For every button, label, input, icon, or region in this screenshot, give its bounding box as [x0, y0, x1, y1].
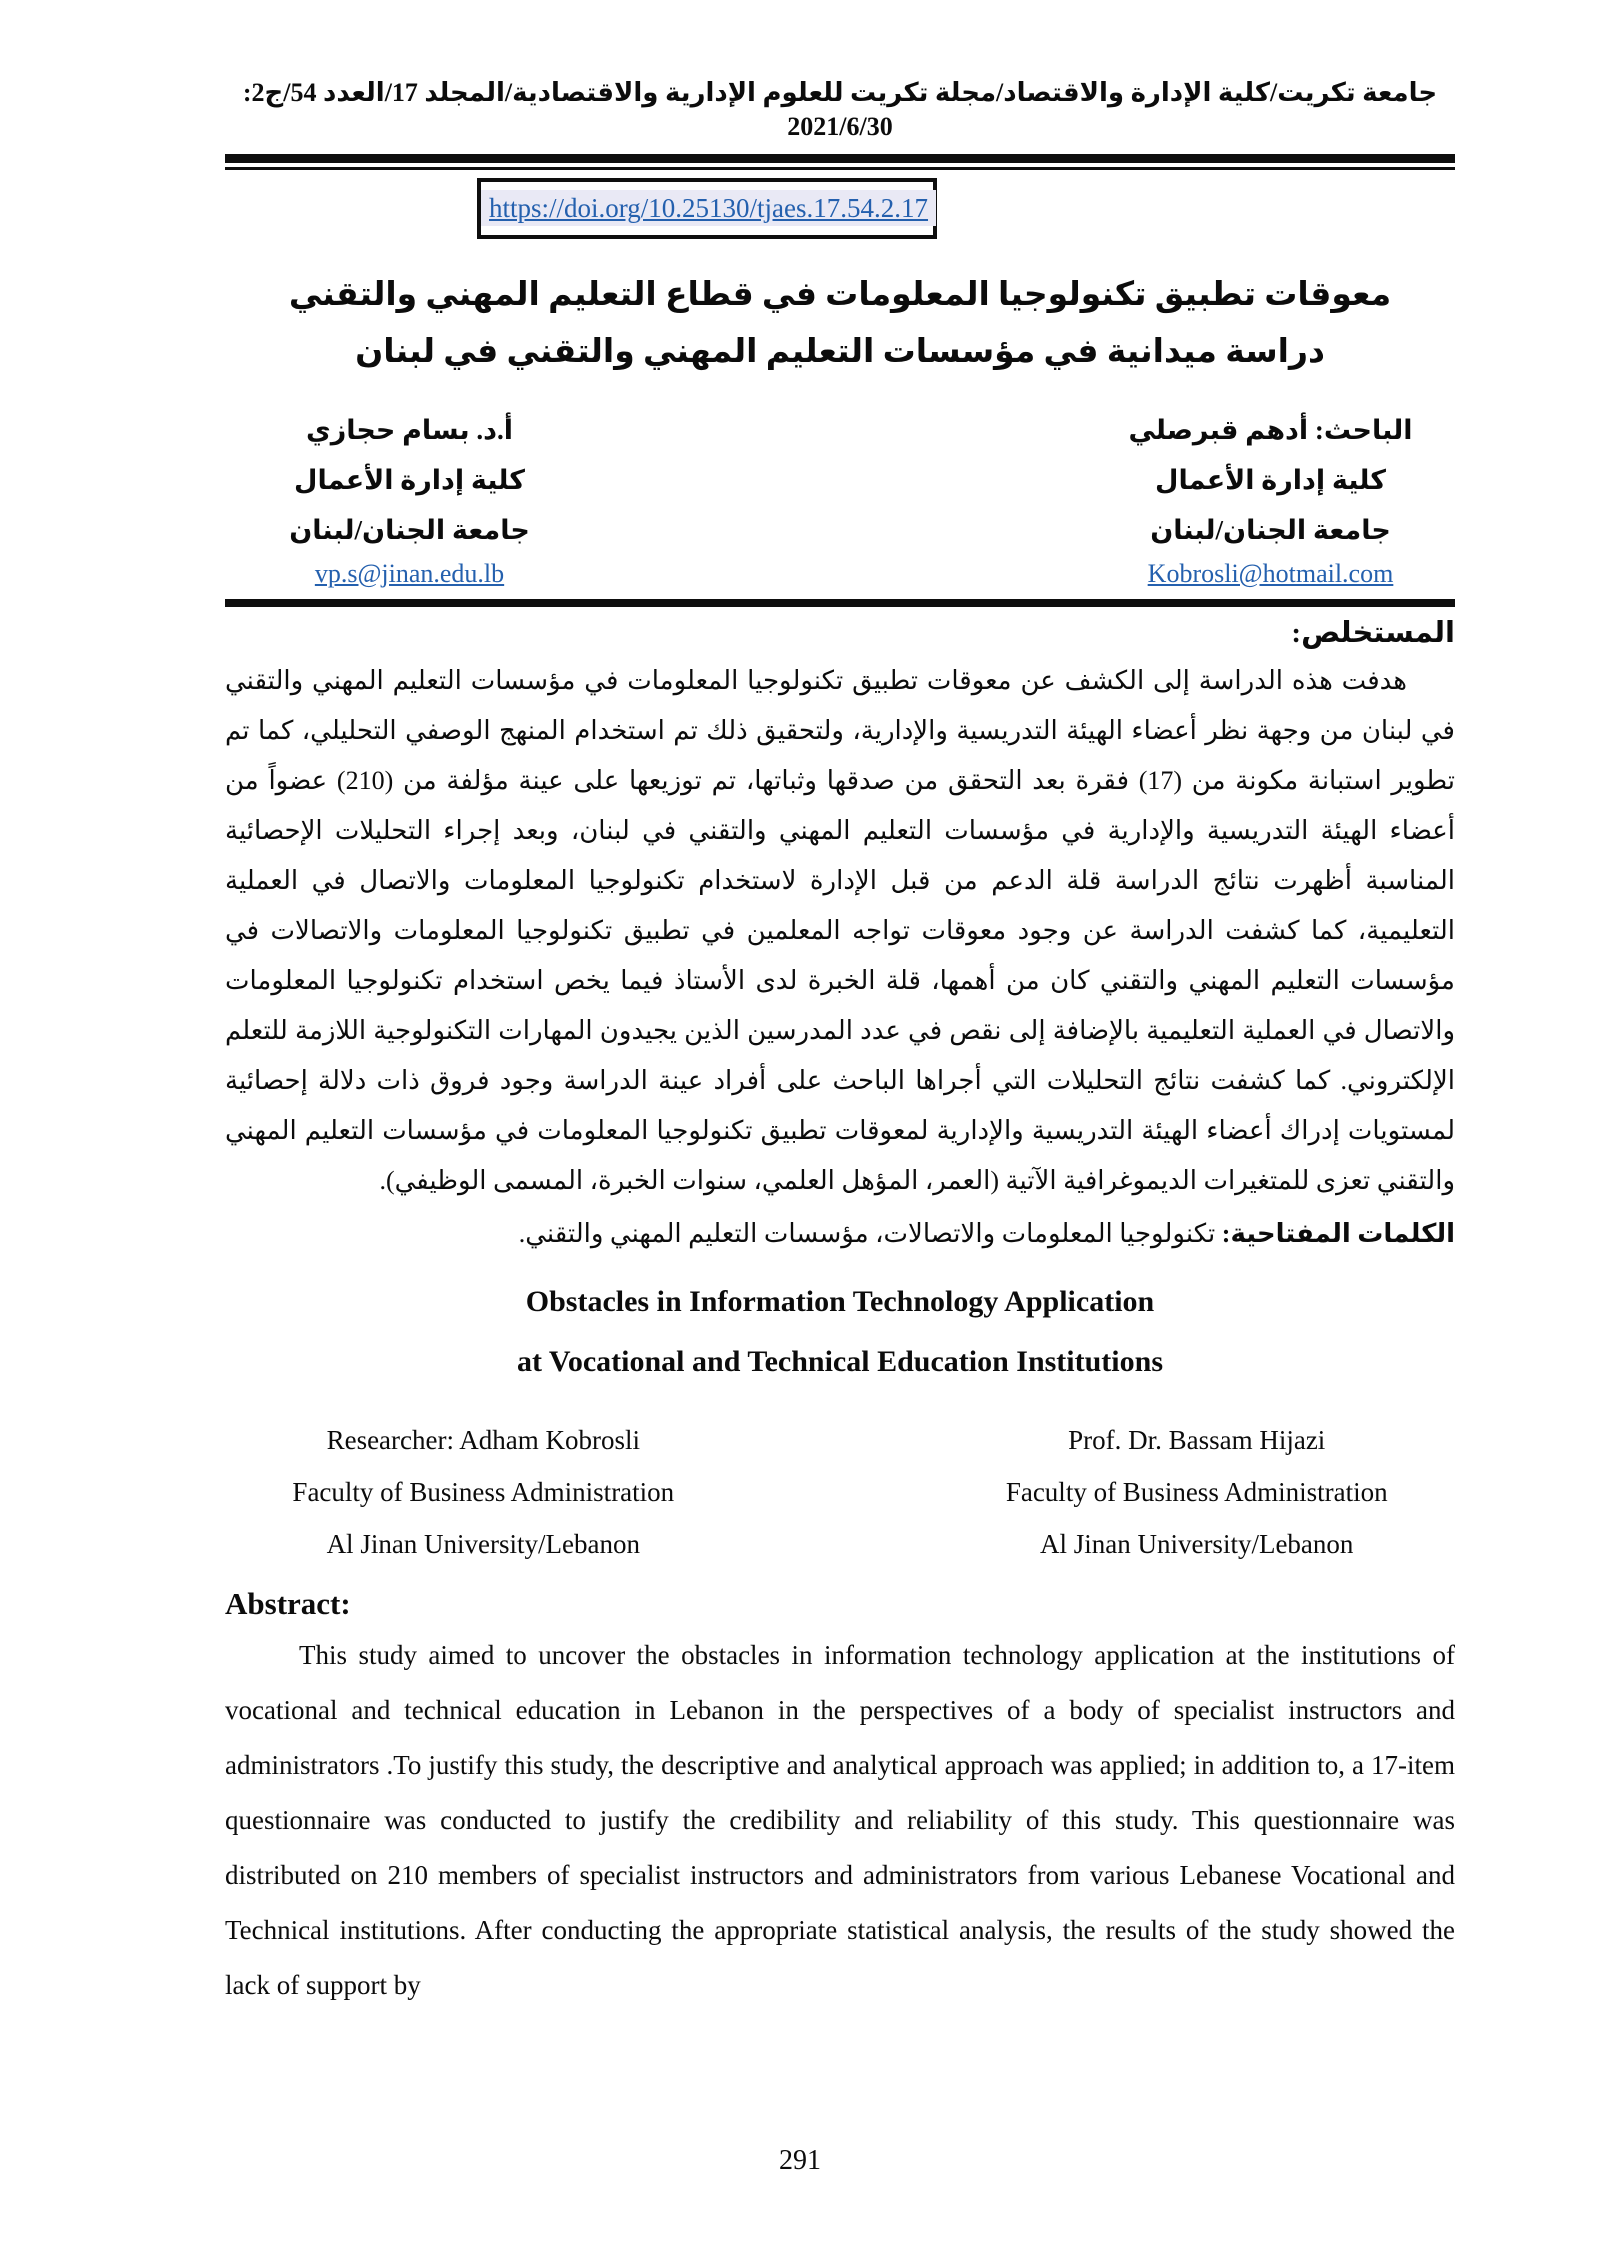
arabic-abstract-heading: المستخلص:: [1291, 617, 1455, 649]
arabic-authors-block: [225, 405, 1455, 589]
arabic-keywords-line: [225, 1210, 1455, 1258]
page-number: 291: [779, 2145, 821, 2176]
header-divider-thin-line: [225, 167, 1455, 170]
arabic-title-line1: معوقات تطبيق تكنولوجيا المعلومات في قطاع التعليم المهني والتقني: [288, 277, 1392, 313]
english-title-line2: at Vocational and Technical Education Institutions: [516, 1345, 1163, 1378]
supervisor-name-en: Prof. Dr. Bassam Hijazi: [1068, 1425, 1326, 1455]
english-title: [225, 1272, 1455, 1392]
arabic-keywords-label: الكلمات المفتاحية:: [1221, 1219, 1455, 1248]
english-title-line1: Obstacles in Information Technology Application: [525, 1285, 1155, 1318]
researcher-name-ar: الباحث: أدهم قبرصلي: [1128, 415, 1413, 445]
page-content: [225, 0, 1455, 2013]
journal-header-line: جامعة تكريت/كلية الإدارة والاقتصاد/مجلة تكريت للعلوم الإدارية والاقتصادية/المجلد 17/العدد 54/ج2: 2021/6/30: [242, 78, 1438, 141]
supervisor-university-ar: جامعة الجنان/لبنان: [289, 515, 530, 545]
researcher-university-en: Al Jinan University/Lebanon: [326, 1529, 641, 1559]
header-divider-thick-line: [225, 154, 1455, 163]
researcher-faculty-ar: كلية إدارة الأعمال: [1155, 465, 1386, 495]
researcher-university-ar: جامعة الجنان/لبنان: [1150, 515, 1391, 545]
supervisor-email-link[interactable]: vp.s@jinan.edu.lb: [314, 559, 505, 588]
authors-abstract-divider: [225, 599, 1455, 607]
arabic-abstract-text: هدفت هذه الدراسة إلى الكشف عن معوقات تطبيق تكنولوجيا المعلومات في مؤسسات التعليم المهني والتقني في لبنان من وجهة نظر أعضاء الهيئة التدريسية والإدارية، ولتحقيق ذلك تم استخدام المنهج الوصفي التحليلي، كما تم تطوير استبانة مكونة من (17) فقرة بعد التحقق من صدقها وثباتها، تم توزيعها على عينة مؤلفة من (210) عضواً من أعضاء الهيئة التدريسية والإدارية في مؤسسات التعليم المهني والتقني في لبنان، وبعد إجراء التحليلات الإحصائية المناسبة أظهرت نتائج الدراسة قلة الدعم من قبل الإدارة لاستخدام تكنولوجيا المعلومات والاتصال في العملية التعليمية، كما كشفت الدراسة عن وجود معوقات تواجه المعلمين في تطبيق تكنولوجيا المعلومات والاتصالات في مؤسسات التعليم المهني والتقني كان من أهمها، قلة الخبرة لدى الأستاذ فيما يخص استخدام تكنولوجيا المعلومات والاتصال في العملية التعليمية بالإضافة إلى نقص في عدد المدرسين الذين يجيدون المهارات التكنولوجية اللازمة للتعلم الإلكتروني. كما كشفت نتائج التحليلات التي أجراها الباحث على أفراد عينة الدراسة وجود فروق ذات دلالة إحصائية لمستويات إدراك أعضاء الهيئة التدريسية والإدارية لمعوقات تطبيق تكنولوجيا المعلومات في مؤسسات التعليم المهني والتقني تعزى للمتغيرات الديموغرافية الآتية (العمر، المؤهل العلمي، سنوات الخبرة، المسمى الوظيفي).: [225, 666, 1455, 1195]
supervisor-university-en: Al Jinan University/Lebanon: [1039, 1529, 1354, 1559]
english-abstract-heading: Abstract:: [225, 1586, 351, 1621]
english-author-researcher: [225, 1414, 742, 1570]
doi-box: [477, 178, 937, 239]
english-author-supervisor: [938, 1414, 1455, 1570]
researcher-faculty-en: Faculty of Business Administration: [292, 1477, 675, 1507]
supervisor-name-ar: أ.د. بسام حجازي: [306, 415, 513, 445]
arabic-author-supervisor: [225, 405, 594, 589]
supervisor-faculty-ar: كلية إدارة الأعمال: [294, 465, 525, 495]
arabic-title: [225, 267, 1455, 381]
english-abstract-text: This study aimed to uncover the obstacles in information technology application at the institutions of vocational and technical education in Lebanon in the perspectives of a body of specialist instructors and administrators .To justify this study, the descriptive and analytical approach was applied; in addition to, a 17-item questionnaire was conducted to justify the credibility and reliability of this study. This questionnaire was distributed on 210 members of specialist instructors and administrators from various Lebanese Vocational and Technical institutions. After conducting the appropriate statistical analysis, the results of the study showed the lack of support by: [225, 1640, 1455, 2000]
researcher-name-en: Researcher: Adham Kobrosli: [326, 1425, 640, 1455]
header-divider: [225, 154, 1455, 170]
english-authors-block: [225, 1414, 1455, 1570]
arabic-keywords-text: تكنولوجيا المعلومات والاتصالات، مؤسسات التعليم المهني والتقني.: [518, 1219, 1222, 1248]
supervisor-faculty-en: Faculty of Business Administration: [1005, 1477, 1388, 1507]
doi-link[interactable]: https://doi.org/10.25130/tjaes.17.54.2.17: [481, 190, 936, 226]
researcher-email-link[interactable]: Kobrosli@hotmail.com: [1147, 559, 1394, 588]
arabic-author-researcher: [1086, 405, 1455, 589]
arabic-title-line2: دراسة ميدانية في مؤسسات التعليم المهني والتقني في لبنان: [355, 334, 1325, 370]
